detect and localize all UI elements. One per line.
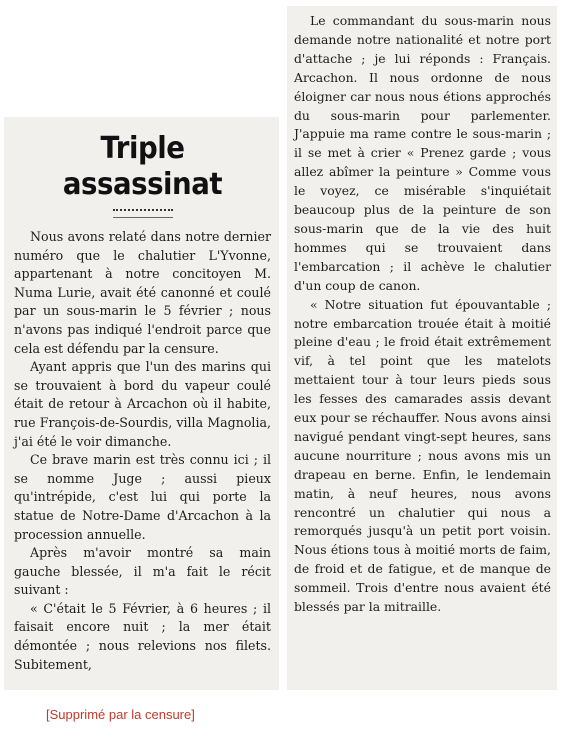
title-ornament bbox=[113, 209, 173, 218]
left-paragraph-2: Ayant appris que l'un des marins qui se trouvaient à bord du vapeur coulé était de retour à Arcachon où il habite, rue François-de-Sourdis, villa Magnolia, j'ai été le voir dimanche. bbox=[14, 359, 271, 449]
left-paragraph-5: « C'était le 5 Février, à 6 heures ; il faisait encore nuit ; la mer était démontée ; nous relevions nos filets. Subitement, bbox=[14, 600, 271, 672]
article-left-column bbox=[4, 117, 279, 690]
left-paragraph-3: Ce brave marin est très connu ici ; il se nomme Juge ; aussi pieux qu'intrépide, c'est lui qui porte la statue de Notre-Dame d'Arcachon à la procession annuelle. bbox=[14, 452, 271, 542]
article-right-column bbox=[287, 6, 557, 690]
article-title: Triple assassinat bbox=[62, 131, 223, 202]
right-paragraph-2: « Notre situation fut épouvantable ; notre embarcation trouée était à moitié pleine d'eau ; le froid était extrêmement vif, à tel point que les matelots mettaient tour à tour leurs pieds sous les fesses des camarades assis devant eux pour se réchauffer. Nous avons ainsi navigué pendant vingt-sept heures, sans aucune nourriture ; nous avons mis un drapeau en berne. Enfin, le lendemain matin, à neuf heures, nous avons rencontré un chalutier qui nous a remorqués jusqu'à un petit port voisin. Nous étions tous à moitié morts de faim, de froid et de fatigue, et de manque de sommeil. Trois d'entre nous avaient été blessés par la mitraille. bbox=[294, 296, 551, 615]
left-paragraph-1: Nous avons relaté dans notre dernier numéro que le chalutier L'Yvonne, appartenant à notre concitoyen M. Numa Lurie, avait été canonné et coulé par un sous-marin le 5 février ; nous n'avons pas indiqué l'endroit parce que cela est défendu par la censure. bbox=[14, 229, 271, 356]
right-paragraph-1: Le commandant du sous-marin nous demande notre nationalité et notre port d'attache ; je lui réponds : Français. Arcachon. Il nous ordonne de nous éloigner car nous nous étions approchés du sous-marin pour parlementer. J'appuie ma rame contre le sous-marin ; il se met à crier « Prenez garde ; vous allez abîmer la peinture » Comme vous le voyez, ce misérable s'inquiétait beaucoup plus de la peinture de son sous-marin que de la vie des huit hommes qui se trouvaient dans l'embarcation ; il achève le chalutier d'un coup de canon. bbox=[294, 13, 551, 293]
censorship-caption: [Supprimé par la censure] bbox=[46, 707, 195, 722]
left-paragraph-4: Après m'avoir montré sa main gauche blessée, il m'a fait le récit suivant : bbox=[14, 545, 271, 598]
